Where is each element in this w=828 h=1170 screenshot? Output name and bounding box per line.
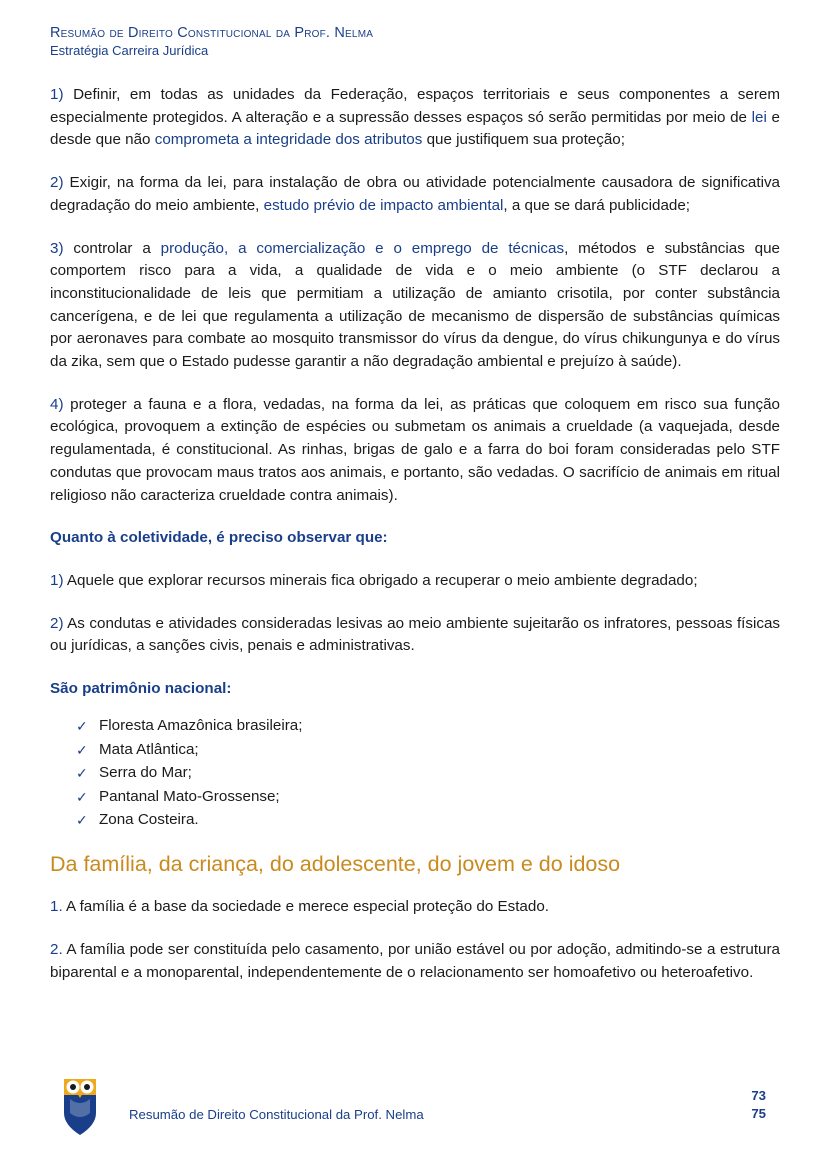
patrimonio-item-label: Serra do Mar; — [99, 764, 192, 782]
body-text: , métodos e substâncias que comportem risco para a vida, a qualidade de vida e o meio ambiente (o STF declarou a inconstitucionalidade de leis que permitiam a utilização de amianto crisotila, por conter substância cancerígena, e de lei que regulamenta a utilização de mecanismo de dispersão de substâncias químicas por aeronaves para combate ao mosquito transmissor do vírus da dengue, do vírus chikungunya e do vírus da zika, sem que o Estado pudesse garantir a não degradação ambiental e prejuízo à saúde). — [50, 239, 780, 371]
body-text: Aquele que explorar recursos minerais fica obrigado a recuperar o meio ambiente degradado; — [63, 571, 698, 589]
body-text: controlar a — [63, 239, 161, 257]
patrimonio-item — [76, 762, 780, 786]
patrimonio-item-label: Pantanal Mato-Grossense; — [99, 787, 280, 805]
body-text: Exigir, na forma da lei, para instalação de obra ou atividade potencialmente causadora de significativa degradação do meio ambiente, — [50, 174, 780, 214]
coletividade-heading: Quanto à coletividade, é preciso observar que: — [50, 529, 388, 547]
familia-item — [50, 939, 780, 984]
item-number: 1) — [50, 86, 64, 103]
coletividade-list — [50, 570, 780, 658]
body-text: que justifiquem sua proteção; — [422, 131, 625, 149]
body-text: e desde que não — [50, 108, 780, 149]
item-number: 2) — [50, 174, 64, 192]
checkmark-icon: ✓ — [76, 741, 88, 758]
checkmark-icon: ✓ — [76, 765, 88, 782]
footer-text: Resumão de Direito Constitucional da Prof. Nelma — [129, 1107, 424, 1122]
coletividade-item — [50, 570, 780, 593]
page-content — [50, 84, 780, 1004]
item-number: 2. — [50, 940, 63, 958]
protection-duty-item — [50, 172, 780, 217]
page-current: 73 — [751, 1088, 766, 1103]
header-subtitle: Estratégia Carreira Jurídica — [50, 43, 209, 58]
familia-list — [50, 896, 780, 984]
item-number: 1. — [50, 898, 63, 916]
owl-logo-icon — [62, 1073, 98, 1135]
checkmark-icon: ✓ — [76, 718, 88, 735]
coletividade-item — [50, 613, 780, 658]
patrimonio-item — [76, 715, 780, 739]
checkmark-icon: ✓ — [76, 812, 88, 829]
page-total: 75 — [751, 1106, 766, 1121]
protection-duty-item — [50, 394, 780, 508]
body-text: A família é a base da sociedade e merece especial proteção do Estado. — [62, 898, 549, 916]
patrimonio-item-label: Mata Atlântica; — [99, 740, 199, 758]
patrimonio-item — [76, 809, 780, 833]
checkmark-icon: ✓ — [76, 788, 88, 805]
patrimonio-checklist — [50, 715, 780, 833]
highlighted-text: estudo prévio de impacto ambiental — [263, 196, 504, 214]
body-text: A família pode ser constituída pelo casamento, por união estável ou por adoção, admitindo-se a estrutura biparental e a monoparental, independentemente de o relacionamento ser homoafetivo ou heteroafetivo. — [50, 940, 780, 981]
header-title: Resumão de Direito Constitucional da Prof. Nelma — [50, 25, 374, 41]
patrimonio-item — [76, 785, 780, 809]
page-header — [50, 24, 373, 59]
section-title: Da família, da criança, do adolescente, do jovem e do idoso — [50, 852, 621, 877]
item-number: 1) — [50, 571, 64, 589]
item-number: 3) — [50, 239, 64, 257]
highlighted-text: lei — [751, 108, 767, 126]
protection-duties-list — [50, 84, 780, 507]
body-text: , a que se dará publicidade; — [503, 196, 691, 214]
patrimonio-item — [76, 738, 780, 762]
body-text: proteger a fauna e a flora, vedadas, na forma da lei, as práticas que coloquem em risco sua função ecológica, provoquem a extinção de espécies ou submetam os animais a crueldade (a vaquejada, desde regulamentada, é constitucional. As rinhas, brigas de galo e a farra do boi foram consideradas pelo STF condutas que provocam maus tratos aos animais, e portanto, são vedadas. O sacrifício de animais em ritual religioso não caracteriza crueldade contra animais). — [50, 395, 780, 504]
protection-duty-item — [50, 238, 780, 374]
familia-item — [50, 896, 780, 919]
patrimonio-item-label: Floresta Amazônica brasileira; — [99, 717, 303, 735]
patrimonio-heading: São patrimônio nacional: — [50, 680, 232, 698]
item-number: 2) — [50, 614, 64, 632]
page-numbers — [751, 1087, 766, 1123]
patrimonio-item-label: Zona Costeira. — [99, 811, 199, 829]
highlighted-text: produção, a comercialização e o emprego de técnicas — [160, 239, 565, 257]
protection-duty-item — [50, 84, 780, 152]
body-text: As condutas e atividades consideradas lesivas ao meio ambiente sujeitarão os infratores, pessoas físicas ou jurídicas, a sanções civis, penais e administrativas. — [50, 614, 780, 655]
highlighted-text: comprometa a integridade dos atributos — [154, 131, 423, 149]
body-text: Definir, em todas as unidades da Federação, espaços territoriais e seus componentes a serem especialmente protegidos. A alteração e a supressão desses espaços só serão permitidas por meio de — [50, 86, 780, 126]
item-number: 4) — [50, 395, 64, 413]
